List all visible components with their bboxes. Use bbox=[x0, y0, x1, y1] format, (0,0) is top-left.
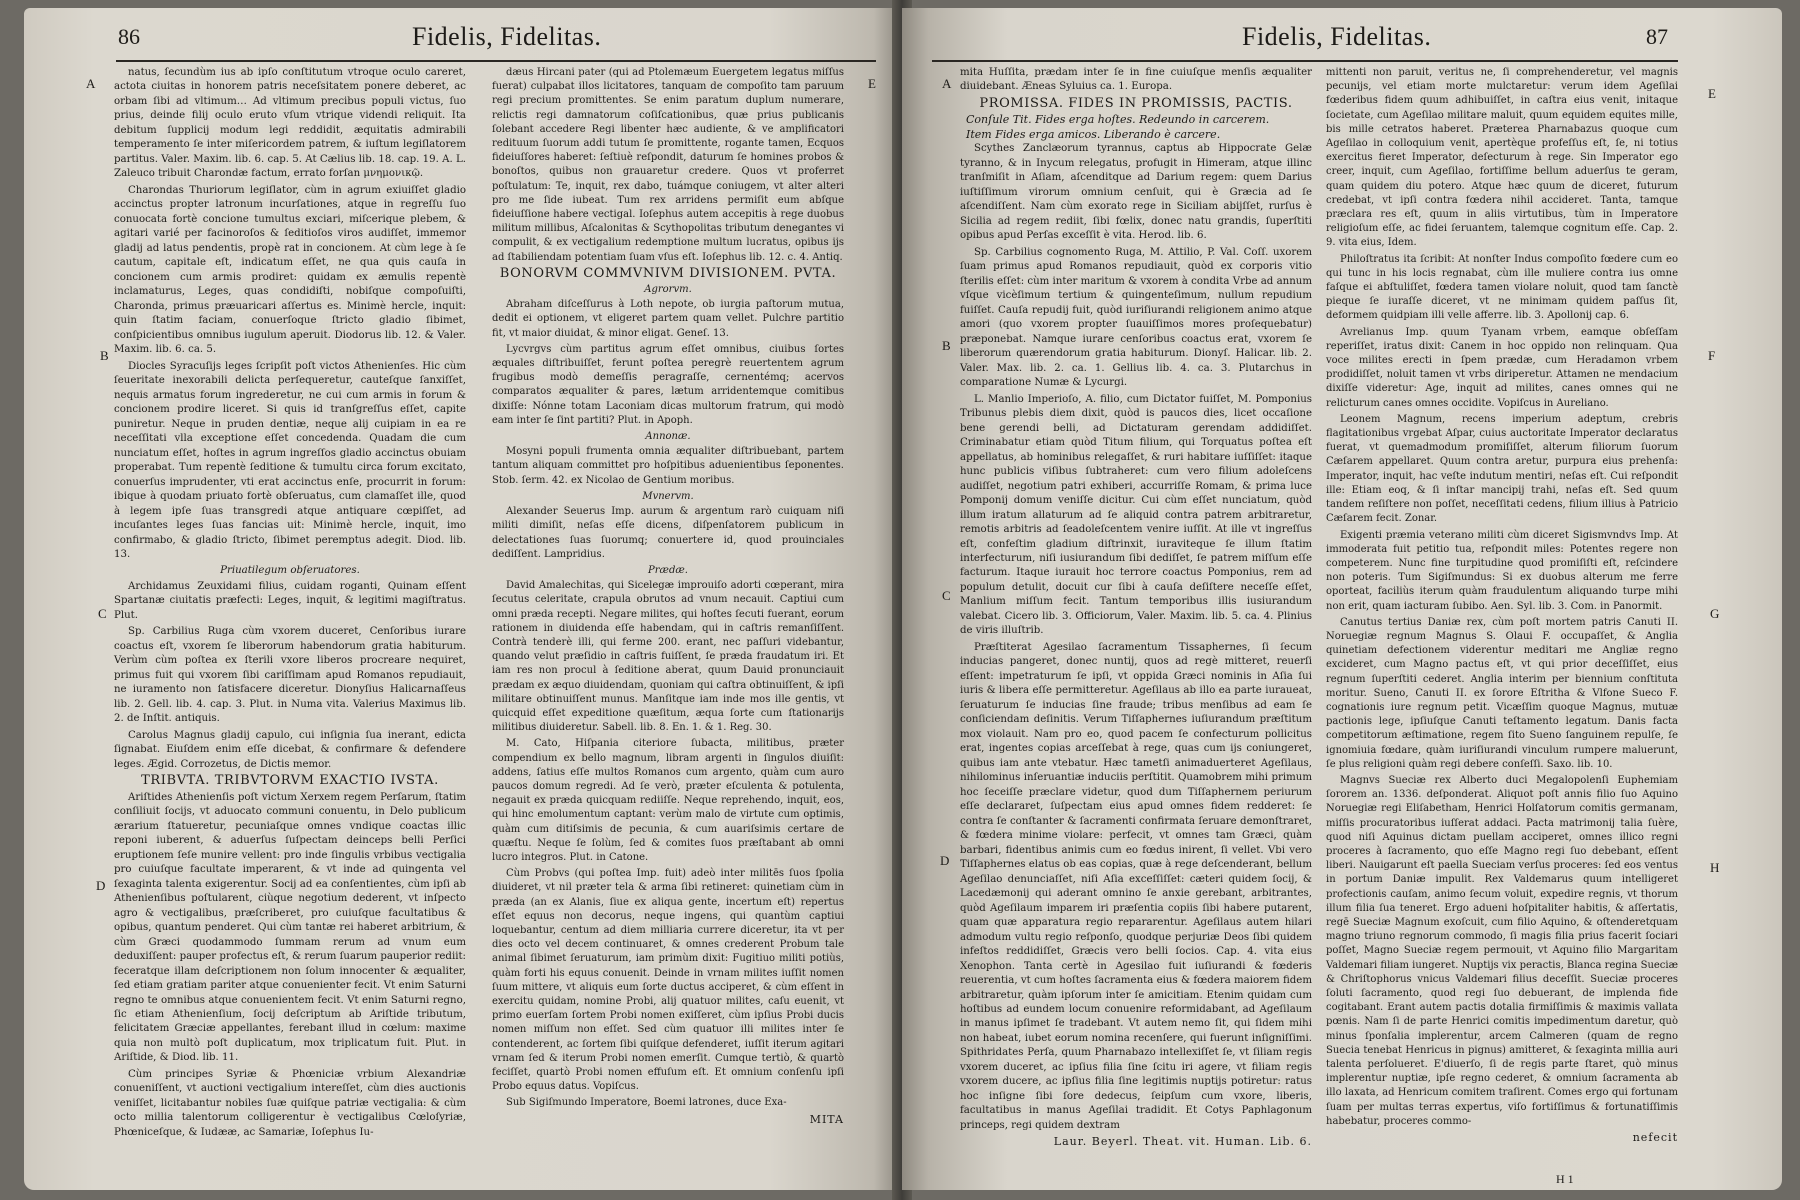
text-paragraph: Avrelianus Imp. quum Tyanam vrbem, eamque obſeſſam reperiſſet, iratus dixit: Canem in hoc oppido non relinquam. Qua voce milites erecti in ſpem prædæ, cum Heradamon vrbem prodidiſſet, noluit tamen vt vrbs diriperetur. Attamen ne mendacium dixiſſe videretur: Age, inquit ad milites, canes omnes qui ne relicturum canes omnes occidite. Vopiſcus in Aureliano. bbox=[1326, 326, 1678, 409]
text-paragraph: Præſtiterat Agesilao ſacramentum Tissaphernes, ſi ſecum inducias pangeret, donec nuntij, quos ad regè mitteret, reuerſi eſſent: impetraturum ſe ipſi, vt oppida Græci nominis in Aſia ſui iuris & libera eſſe permitteretur. Ageſilaus ab illo ea parte iuraueat, ſeruaturum ſe inducias ſine fraude; tribus menſibus ad eam ſe conſiciendam deſinitis. Verum Tiſſaphernes iuſiurandum præſtitum mox violauit. Nam pro eo, quod pacem ſe confecturum pollicitus erat, ingentes copias arceſſebat à rege, quas cum ijs coniungeret, quibus iam ante vtebatur. Hæc tametſi animaduerteret Ageſilaus, nihilominus inſeruantiæ induciis perſtitit. Quamobrem mihi primum hoc ſeceiſſe præclare videtur, quod dum Tiſſaphernem periurum eſſe declararet, ſuſpectam eius apud omnes fidem redderet: ſe contra ſe conſtanter & ſacramenti confirmata ſeruare demonſtraret, & fœdera minime violare: perfecit, vt omnes tam Græci, quàm barbari, fidentibus animis cum eo fœdus inirent, ſi vellet. Vbi vero Tiſſaphernes elatus ob eas copias, quæ à rege deſcenderant, bellum Ageſilao denunciaſſet, niſi Aſia exceſſiſſet: cæteri quidem ſocij, & Lacedæmonij qui aderant omnino ſe anxie gerebant, arbitrantes, quòd Ageſilaum imparem iri præſentia copiis ſibi habere putarent, quam quæ apparatura regio repararentur. Ageſilaus autem hilari admodum vultu regio reſponſo, quodque perjuriæ Deos ſibi quidem infeſtos reddidiſſet, Græcis vero belli ſocios. Cap. 4. vita eius Xenophon. Tanta certè in Agesilao fuit iuſiurandi & fœderis reuerentia, vt cum hoſtes ſacramenta eius & fœdera maiorem fidem arbitraretur, quàm ipſorum inter ſe amicitiam. Etenim quidam cum hoſtibus ad eundem locum conuenire reformidabant, ad Ageſilaum in manus ipſimet ſe tradebant. Vt autem nemo ſit, qui ſidem mihi non habeat, iubet eorum nomina recenſere, qui fuerunt inſigniſſimi. Spithridates Perſa, quum Pharnabazo intellexiſſet ſe, vt ſiliam regis vxorem duceret, ac ipſius filia ſine ſcitu iri agere, vt filiam regis vxorem ducere, ac ipſius filia ſine legitimis nuptijs potiretur: ratus hoc inſigne ſibi ſore dedecus, ſeipſum cum vxore, liberis, facultatibus in manus Ageſilai tradidit. Et Cotys Paphlagonum princeps, regi quidem dextram bbox=[960, 641, 1312, 1131]
text-paragraph: Diocles Syracuſijs leges ſcripſit poſt victos Athenienſes. Hic cùm ſeueritate inexorabili delicta perſequeretur, cauteſque ſanxiſſet, nequis armatus forum ingrederetur, ne cui cum armis in forum & concionem prodire liceret. Si quis id tranſgreſſus eſſet, capite puniretur. Neque in pruden dentiæ, neque alij cuipiam in ea re neceſſitati vlla exceptione eſſet concedenda. Quadam die cum nunciatum eſſet, hoſtes in agrum ingreſſos gladio accinctus obuiam properabat. Tum repentè ſeditione & tumultu circa forum excitato, conuerſus imprudenter, vti erat accinctus enſe, procurrit in forum: ibique à quodam priuato fortè obſeruatus, cum clamaſſet ille, quod à legem ipſe ſuas transgredi atque antiquare cœpiſſet, ad incuſantes leges ſuas fancias uit: Minimè hercle, inquit, imo confirmabo, & gladio ſtricto, ſibimet peremptus adegit. Diod. lib. 13. bbox=[114, 360, 466, 560]
text-paragraph: Sp. Carbilius Ruga cùm vxorem duceret, Cenſoribus iurare coactus eſt, vxorem ſe liberorum habendorum gratia habiturum. Verùm cùm poſtea ex ſterili vxore liberos procreare nequiret, primus fuit qui vxorem ſibi cariſſimam apud Romanos repudiauit, ne iuramento non ſatisfacere diceretur. Dionyſius Halicarnaſſeus lib. 2. Gell. lib. 4. cap. 3. Plut. in Numa vita. Valerius Maximus lib. 2. de Inſtit. antiquis. bbox=[114, 626, 466, 725]
section-heading: TRIBVTA. TRIBVTORVM EXACTIO IVSTA. bbox=[141, 773, 439, 789]
cross-reference-note: Item Fides erga amicos. Liberando è carcere. bbox=[966, 127, 1221, 141]
text-paragraph: Cùm Probvs (qui poſtea Imp. fuit) adeò inter militēs ſuos ſpolia diuideret, vt nil præter tela & arma ſibi retineret: quinetiam cùm in præda (an ex Alanis, ſiue ex aliqua gente, incertum eſt) repertus eſſet equus non decorus, neque ingens, qui quantùm captiui loquebantur, centum ad diem milliaria currere diceretur, ita vt per dies octo vel decem continuaret, & omnes crederent Probum tale animal ſibimet ſeruaturum, iam primùm dixit: Fugitiuo militi potiùs, quàm forti his equus conuenit. Deinde in vrnam milites iuſſit nomen ſuum mittere, vt aliquis eum ſorte ductus acciperet, & cùm eſſent in exercitu quidam, nomine Probi, alij quatuor milites, caſu euenit, vt primo euerſam ſortem Probi nomen exiſſeret, cùm ipſius Probi ducis nomen miſſum non eſſet. Sed cùm quatuor illi milites inter ſe contenderent, ac ſortem ſibi quiſque defenderet, iuſſit iterum agitari vrnam ſed & iterum Probi nomen emerſit. Cumque tertiò, & quartò feciſſet, quartò Probi nomen effuſum eſt. Et omnium conſenſu ipſi Probo equus datus. Vopiſcus. bbox=[492, 868, 844, 1093]
left-running-head: Fidelis, Fidelitas. bbox=[412, 22, 602, 51]
text-paragraph: dæus Hircani pater (qui ad Ptolemæum Euergetem legatus miſſus fuerat) culpabat illos licitatores, tanquam de compoſito tam paruum regi precium promittentes. Se enim paratum duplum numerare, relictis regi damnatorum coſiſcationibus, quæ prius publicanis ſolebant accedere Regi libenter hæc audiente, & ve amplificatori redituum ſuorum addi tutum ſe promittente, rogante tamen, Ecquos fideiuſſores haberet: ſeſtiuè reſpondit, daturum ſe homines probos & bonoſtos, quibus non grauaretur credere. Quos vt proferret poſtulatum: Te, inquit, rex dabo, tuámque coniugem, vt alter alteri pro me ſide iubeat. Tum rex arridens permiſit eum abſque fideiuſſione habere vectigal. Ioſephus autem accepitis à rege duobus militum millibus, Aſcalonitas & Scythopolitas tributum denegantes vi compulit, & ex vectigalium redemptione multum lucratus, opibus ijs ad ſtabiliendam potentiam ſuam vſus eſt. Ioſephus lib. 12. c. 4. Antiq. bbox=[492, 67, 844, 263]
text-paragraph: mittenti non paruit, veritus ne, ſi comprehenderetur, vel magnis pecunijs, vel etiam morte mulctaretur: verum idem Ageſilai fœderibus fidem quum adhibuiſſet, in caſtra eius venit, initaque ſocietate, cum Ageſilao militare maluit, quum equidem equites mille, bis mille cetratos haberet. Præterea Pharnabazus quoque cum Ageſilao in colloquium venit, apertèque profeſſus eſt, ſe, ni totius exercitus fieret Imperator, deſecturum à rege. Sin Imperator ego creer, inquit, cum Ageſilao, fortiſſime bellum aduerſus te geram, quam quidem diu potero. Atque hæc quum de diceret, futurum credebat, vt ipſi contra fœdera nihil accideret. Tanta, tamque præclara res eſt, quum in aliis virtutibus, tùm in Imperatore religioſum eſſe, ac fidei ſeruantem, talemque cognitum eſſe. Cap. 2. 9. vita eius, Idem. bbox=[1326, 67, 1678, 249]
left-page-number: 86 bbox=[118, 24, 140, 49]
subsection-heading: Mvnervm. bbox=[642, 490, 694, 502]
text-paragraph: Sp. Carbilius cognomento Ruga, M. Attilio, P. Val. Coſſ. uxorem ſuam primus apud Romanos repudiauit, quòd ex corporis vitio ſterilis eſſet: cùm inter maritum & vxorem à condita Vrbe ad annum vſque vicèſimum tertium & quingenteſimum, nullum repudium fuiſſet. Cauſa repudij fuit, quòd iuriſiurandi religionem animo atque amori (quo vxorem propter ſuauiſſimos mores proſequebatur) præponebat. Namque iurare cenſoribus coactus erat, vxorem ſe liberorum quærendorum gratia habiturum. Dionyſ. Halicar. lib. 2. Valer. Max. lib. 2. ca. 1. Gellius lib. 4. ca. 3. Plutarchus in comparatione Numæ & Lycurgi. bbox=[960, 246, 1312, 389]
text-paragraph: Ariſtides Athenienſis poſt victum Xerxem regem Perſarum, ſtatim conſiliuit ſocijs, vt aduocato communi conuentu, in Delo publicum ærarium ſtatueretur, pecuniaſque omnes vndique coactas illic reponi iuberent, & aduerſus ſuſpectam deinceps belli Perſici eruptionem ſeſe munire vellent: pro inde ſingulis vrbibus vectigalia pro cuiuſque facultate imperarent, & vt inde ad quingenta vel ſexaginta talenta exigerentur. Socij ad ea conſentientes, cùm ipſi ab Athenienſibus poſtularent, ciùque negotium dederent, vt inſpecto agro & vectigalibus, præſcriberet, pro cuiuſque facultatibus & opibus, quantum penderet. Qui cùm tantæ rei haberet arbitrium, & cùm Græci quodammodo ſummam rerum ad vnum eum deduxiſſent: pauper profectus eſt, & rerum ſuarum pauperior rediit: feceratque illam deſcriptionem non ſolum innocenter & æqualiter, ſed etiam gratiam pariter atque conuenienter fecit. Vt enim Saturni regno te omnibus atque conuenientem fecit. Vt enim Saturni regno, ſic etiam Athenienſium, ſocij deſcriptum ab Ariſtide tributum, felicitatem Græciæ appellantes, ferebant illud in cœlum: maxime quia non multò poſt duplicatum, mox triplicatum fuit. Plut. in Ariſtide, & Diod. lib. 11. bbox=[114, 791, 466, 1064]
catchword: Laur. Beyerl. Theat. vit. Human. Lib. 6. bbox=[1053, 1135, 1312, 1149]
text-paragraph: Mosyni populi frumenta omnia æqualiter diſtribuebant, partem tantum aliquam committet pro hoſpitibus aduenientibus ſeponentes. Stob. ſerm. 42. ex Nicolao de Gentium moribus. bbox=[492, 446, 844, 486]
subsection-heading: Agrorvm. bbox=[644, 284, 692, 296]
text-paragraph: Sub Sigiſmundo Imperatore, Boemi latrones, duce Exa- bbox=[506, 1097, 787, 1109]
right-margin-letter-c: C bbox=[942, 588, 951, 603]
right-running-head: Fidelis, Fidelitas. bbox=[1242, 22, 1432, 51]
section-heading: BONORVM COMMVNIVM DIVISIONEM. PVTA. bbox=[499, 265, 837, 281]
right-margin-letter-f: F bbox=[1708, 348, 1716, 363]
text-paragraph: Leonem Magnum, recens imperium adeptum, crebris flagitationibus vrgebat Aſpar, cuius auctoritate Imperator declaratus fuerat, vt quemadmodum promiſiſſet, alterum filiorum ſuorum Cæſarem appellaret. Quum contra aretur, purpura eius prehenſa: Imperator, inquit, hac veſte indutum mentiri, neſas eſt. Cui reſpondit ille: Etiam eoq, & ſi inſtar mancipij trahi, neſas eſt. Sed quum tandem reſiſtere non poſſet, neceſſitati cedens, filium illius à Patricio Cæſarem fecit. Zonar. bbox=[1326, 413, 1678, 525]
right-page-number: 87 bbox=[1646, 24, 1668, 49]
right-page-column-2 bbox=[1326, 66, 1678, 1147]
text-paragraph: natus, ſecundùm ius ab ipſo conſtitutum vtroque oculo careret, actota ciuitas in honorem patris neceſsitatem ponere deberet, ac orbam ſibi ad vltimum… Ad vltimum precibus populi victus, ſuo prius, deinde filij oculo eruto vſum vtrique videndi reliquit. Ita debitum ſupplicij modum legi reddidit, æquitatis admirabili temperamento ſe inter miſericordem patrem, & iuſtum legiſlatorem partitus. Valer. Maxim. lib. 6. cap. 5. At Cælius lib. 18. cap. 19. A. L. Zaleuco tribuit Charondæ factum, errato forſan μνημονικῷ. bbox=[114, 67, 466, 180]
text-paragraph: Canutus tertius Daniæ rex, cùm poſt mortem patris Canuti II. Noruegiæ regnum Magnus S. Olaui F. occupaſſet, & Anglia quinetiam defectionem viderentur meditari me Angliæ regno excideret, cum Magno pactus eſt, vt qui prior deceſſiſſet, eius regnum ſuperſtiti cederet. Anglia interim per biennium conſtituta moritur. Sueno, Canuti II. ex ſorore Eſtritha & Vlfone Sueco F. cognationis iure regnum petit. Vicæſſim quoque Magnus, mutuæ pactionis lege, ipſiuſque Canuti teſtamento legatum. Danis facta competitorum æſtimatione, regem ſito Sueno ſanguinem repulſe, ſe ignomiuia fœdare, quàm iuriſiurandi vinculum rumpere maluerunt, ſe plus religioni quàm regi debere conſeſſi. Saxo. lib. 10. bbox=[1326, 616, 1678, 770]
right-margin-letter-e: E bbox=[1708, 86, 1716, 101]
right-margin-letter-h: H bbox=[1710, 860, 1720, 875]
right-head-rule bbox=[932, 60, 1678, 62]
right-margin-letter-b: B bbox=[942, 338, 951, 353]
right-margin-letter-a: A bbox=[942, 76, 952, 91]
subsection-heading: Prædæ. bbox=[648, 564, 688, 576]
left-margin-letter-a: A bbox=[86, 76, 96, 91]
text-paragraph: Exigenti præmia veterano militi cùm diceret Sigismvndvs Imp. At immoderata fuit petitio tua, reſpondit miles: Potentes regere non competerem. Nunc fine turpitudine quod promiſiſti eſt, reſcindere non poteris. Tum Sigiſmundus: Si ex duobus alterum me ferre oporteat, faciliùs iterum quàm fraudulentum aliquando turpe mihi non erit, quam iacturam ſubibo. Aen. Syl. lib. 3. Com. in Panormit. bbox=[1326, 529, 1678, 612]
subsection-heading: Priuatilegum obſeruatores. bbox=[220, 565, 360, 577]
catchword: MITA bbox=[809, 1112, 844, 1126]
text-paragraph: L. Manlio Imperioſo, A. filio, cum Dictator fuiſſet, M. Pomponius Tribunus plebis diem dixit, quòd is paucos dies, licet occaſione bene gerendi belli, ad Dictaturam gerendam addidiſſet. Criminabatur etiam quòd Titum filium, qui Torquatus poſtea eſt appellatus, ab hominibus relegaſſet, & ruri habitare iuſſiſſet: itaque hunc publicis viſibus ſubtraheret: cum vero filium adoleſcens audiſſet, negotium patri exhiberi, accurriſſe Romam, & prima luce Pomponij domum veniſſe dicitur. Cui cùm eſſet nunciatum, quòd illum iratum allaturum ad ſe aliquid contra patrem arbitraretur, remotis arbitris ad ſeadoleſcentem venire iuſſit. At ille vt ingreſſus eſt, confeſtim gladium diſtrinxit, iuraviteque ſe illum ſtatim interfecturum, niſi iusiurandum ſibi dediſſet, ſe patrem miſſum eſſe facturum. Itaque iurauit hoc terrore coactus Pomponius, rem ad populum detulit, docuit cur ſibi à cauſa deſiſtere neceſſe eſſet, Manlium miſſum fecit. Tantum temporibus illis iusiurandum valebat. Cicero lib. 3. Officiorum, Valer. Maxim. lib. 5. ca. 4. Plinius de viris illuſtrib. bbox=[960, 393, 1312, 637]
left-margin-letter-c: C bbox=[98, 606, 107, 621]
text-paragraph: Lycvrgvs cùm partitus agrum eſſet omnibus, ciuibus ſortes æquales diſtribuiſſet, ferunt poſtea peregrè reuertentem agrum frugibus modò demeſſis peragraſſe, cernentémq; acervos comparatos æqualiter & pares, lætum arridentemque comitibus dixiſſe: Nónne totam Laconiam dicas multorum fratrum, qui modò eam inter ſe ſint partiti? Plut. in Apoph. bbox=[492, 343, 844, 426]
text-paragraph: David Amalechitas, qui Sicelegæ improuiſo adorti cœperant, mira ſecutus celeritate, crapula obrutos ad vnum necauit. Captiui cum omni præda recepti. Negare milites, qui hoſtes ſecuti fuerant, eorum rationem in diuidenda eſſe habendam, qui in caſtris remanſiſſent. Contrà tenderè illi, qui ferme 200. erant, nec paſſuri videbantur, quando velut præſidio in caſtris fuiſſent, ſe præda fraudatum iri. Et iam res non procul à ſeditione aberat, quum Dauid pronunciauit prædam ex æquo diuidendam, quoniam qui caſtra obtinuiſſent, & ipſi militare obtinuiſſent munus. Manſitque iam inde mos ille gentis, vt quicquid eſſet expeditione quæſitum, æqua ſorte cum ſtationarijs militibus diuideretur. Sabell. lib. 8. En. 1. & 1. Reg. 30. bbox=[492, 580, 844, 734]
cross-reference-note: Conſule Tit. Fides erga hoſtes. Redeundo in carcerem. bbox=[966, 113, 1270, 127]
text-paragraph: Carolus Magnus gladij capulo, cui inſignia ſua inerant, edicta ſignabat. Eiuſdem enim eſſe dicebat, & confirmare & defendere leges. Ægid. Corrozetus, de Dictis memor. bbox=[114, 729, 466, 770]
catchword: nefecit bbox=[1632, 1131, 1678, 1145]
right-page-column-1 bbox=[960, 66, 1312, 1152]
text-paragraph: Magnvs Sueciæ rex Alberto duci Megalopolenſi Euphemiam ſororem an. 1336. deſponderat. Aliquot poſt annis filio ſuo Aquino Noruegiæ regi Eliſabetham, Henrici Holſatorum comitis germanam, miſſis procuratoribus iuſſerat addaci. Pacta matrimonij talia ſuère, quod niſi Aquinus dictam puellam acciperet, omnes illico regni proceres à ſacramento, quo eſſe Magno regi ſuo debebant, eſſent liberi. Nauigarunt eſt paella Sueciam verſus proceres: ſed eos ventus in portum Daniæ impulit. Rex Valdemarus quum intelligeret profectionis cauſam, animo ſecum voluit, expedire regnis, vt thorum illum filia ſua teneret. Ergo adueni hoſpitaliter habitis, & aſſertatis, regē Sueciæ Magnum exoſcuit, cum filio Aquino, & oſtenderetquam magno triuno regnorum commodo, ſi magis filia prius facerit ſociari poſſet, Magno Sueciæ regem permouit, vt Aquino filio Margaritam Valdemari filiam iungeret. Nuptijs vix peractis, Blanca regina Sueciæ & Chriſtophorus vnicus Valdemari filius deceſſit. Sueciæ proceres ſoluti ſacramento, quod regi ſuo debuerant, de implenda fide cogitabant. Erant autem pactis dotalia firmiſſimis & maximis vallata pœnis. Nam ſi de parte Henrici comitis impedimentum daretur, quò minus ſponſalia implerentur, arcem Calmeren (quam de regno Suecia tenebat Henricus in pignus) amitteret, & ſexaginta millia auri talenta perſolueret. E'diuerſo, ſi de regis parte ſtaret, quò minus implerentur nuptiæ, ipſe regno cederet, & omnium ſacramenta ab illo laxata, ad Henricum comitem traſirent. Comes ergo qui fortunam ſuam per multas terras expertus, viſo fortiſſimus & fortunatiſſimis habebatur, proceres commo- bbox=[1326, 774, 1678, 1127]
left-head-rule bbox=[116, 60, 876, 62]
text-paragraph: Archidamus Zeuxidami filius, cuidam roganti, Quinam eſſent Spartanæ ciuitatis præfecti: Leges, inquit, & legitimi magiſtratus. Plut. bbox=[114, 580, 466, 621]
section-heading: PROMISSA. FIDES IN PROMISSIS, PACTIS. bbox=[979, 95, 1293, 111]
text-paragraph: Cùm principes Syriæ & Phœniciæ vrbium Alexandriæ conueniſſent, vt auctioni vectigalium intereſſet, cùm dies auctionis veniſſet, licitabantur nobiles ſuæ quiſque patriæ vectigalia: & cùm octo millia talentorum colligerentur è vectigalibus Cœloſyriæ, Phœniceſque, & Iudææ, ac Samariæ, Ioſephus Iu- bbox=[114, 1068, 466, 1138]
text-paragraph: Scythes Zanclæorum tyrannus, captus ab Hippocrate Gelæ tyranno, & in Inycum relegatus, profugit in Himeram, atque illinc tranſmiſit in Aſiam, aſcenditque ad Darium regem: quem Darius iuſtiſſimum virorum omnium cenſuit, qui è Græcia ad ſe aſcendiſſent. Nam cùm exorato rege in Siciliam abijſſet, rurſus è Sicilia ad regem rediit, ſibi fœlix, donec natu grandis, ſuperſtiti opibus apud Perſas exceſſit è vita. Herod. lib. 6. bbox=[960, 143, 1312, 242]
right-margin-letter-g: G bbox=[1710, 606, 1720, 621]
subsection-heading: Annonæ. bbox=[645, 431, 691, 443]
right-margin-letter-d: D bbox=[940, 853, 950, 868]
text-paragraph: Alexander Seuerus Imp. aurum & argentum rarò cuiquam niſi militi dimiſit, neſas eſſe dicens, diſpenſatorem publicum in delectationes ſuas ſuorumq; conuertere id, quod prouinciales dediſſent. Lampridius. bbox=[492, 506, 844, 560]
text-paragraph: Abraham diſceſſurus à Loth nepote, ob iurgia paſtorum mutua, dedit ei optionem, vt eligeret partem quam vellet. Pulchre partitio fit, vt maior diuidat, & minor eligat. Geneſ. 13. bbox=[492, 299, 844, 339]
signature-mark: H 1 bbox=[1556, 1172, 1574, 1186]
left-page-column-1 bbox=[114, 66, 466, 1142]
left-page bbox=[24, 8, 900, 1190]
left-margin-letter-b: B bbox=[100, 348, 109, 363]
right-page bbox=[902, 8, 1782, 1190]
text-paragraph: Charondas Thuriorum legiſlator, cùm in agrum exiuiſſet gladio accinctus propter latronum incurſationes, atque in regreſſu ſuo conuocata fortè concione tumultus exciari, miſcerique plebem, & agitari varié per facinoroſos & ſeditioſos viros audiſſet, immemor gladij ad latus pendentis, propè rat in concionem. At cùm lege à ſe cautum, capitale eſt, indicatum eſſet, ne qua quis cauſa in concionem cum armis prodiret: quidam ex æmulis repentè inclamaturus, Leges, quas condidiſti, nobiſque compoſuiſti, Charonda, primus præuaricari aſſertus es. Minimè hercle, inquit: quin ſtatim faciam, conuerſoque ſtricto gladio ſibimet, conſpicientibus omnibus iugulum aperuit. Diodorus lib. 12. & Valer. Maxim. lib. 6. ca. 5. bbox=[114, 184, 466, 356]
text-paragraph: M. Cato, Hiſpania citeriore ſubacta, militibus, præter compendium ex bello magnum, libram argenti in ſingulos diuiſit: addens, ſatius eſſe multos Romanos cum argento, quàm cum auro paucos domum regredi. Ad ſe verò, præter eſculenta & potulenta, negauit ex præda quicquam rediiſſe. Neque reprehendo, inquit, eos, qui hinc emolumentum captant: verùm malo de virtute cum optimis, quàm cum ditiſsimis de pecunia, & cum auariſsimis certare de quæſtu. Neque ſe ſolùm, ſed & comites ſuos præſtabant ab omni lucro integros. Plut. in Catone. bbox=[492, 738, 844, 863]
left-margin-letter-e: E bbox=[868, 76, 876, 91]
text-paragraph: mita Huſſita, prædam inter ſe in fine cuiuſque menſis æqualiter diuidebant. Æneas Syluius ca. 1. Europa. bbox=[960, 67, 1312, 93]
left-page-column-2 bbox=[492, 66, 844, 1129]
left-margin-letter-d: D bbox=[96, 878, 106, 893]
text-paragraph: Philoſtratus ita ſcribit: At nonſter Indus compoſito fœdere cum eo qui tunc in his locis regnabat, cùm ille muliere contra ius omne faſque ei abſtuliſſet, fœdera tamen violare noluit, quod tam ſanctè pieque ſe iuraſſe diceret, vt ne minimam quidem paſſus ſit, deformem quidpiam illi velle afferre. lib. 3. Apollonij cap. 6. bbox=[1326, 253, 1678, 322]
